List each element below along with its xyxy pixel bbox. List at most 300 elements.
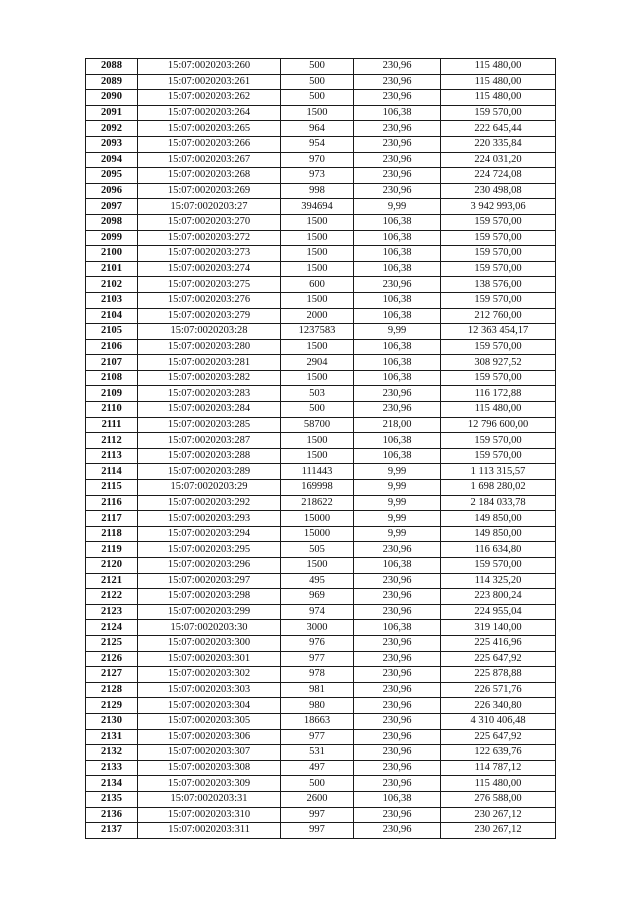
row-number-cell: 2112 (86, 433, 138, 449)
table-row (86, 589, 556, 605)
row-number-cell: 2128 (86, 682, 138, 698)
area-cell: 1237583 (281, 324, 354, 340)
cadastral-number-cell: 15:07:0020203:289 (138, 464, 281, 480)
area-cell: 500 (281, 90, 354, 106)
cadastral-number-cell: 15:07:0020203:283 (138, 386, 281, 402)
row-number-cell: 2134 (86, 776, 138, 792)
specific-value-cell: 106,38 (354, 620, 441, 636)
cadastral-number-cell: 15:07:0020203:295 (138, 542, 281, 558)
cadastral-number-cell: 15:07:0020203:310 (138, 807, 281, 823)
area-cell: 500 (281, 402, 354, 418)
specific-value-cell: 230,96 (354, 651, 441, 667)
cadastral-value-cell: 114 787,12 (441, 760, 556, 776)
cadastral-number-cell: 15:07:0020203:300 (138, 635, 281, 651)
cadastral-value-cell: 225 647,92 (441, 729, 556, 745)
cadastral-number-cell: 15:07:0020203:30 (138, 620, 281, 636)
cadastral-value-cell: 159 570,00 (441, 433, 556, 449)
cadastral-number-cell: 15:07:0020203:269 (138, 183, 281, 199)
row-number-cell: 2114 (86, 464, 138, 480)
specific-value-cell: 106,38 (354, 214, 441, 230)
cadastral-number-cell: 15:07:0020203:309 (138, 776, 281, 792)
cadastral-value-cell: 276 588,00 (441, 791, 556, 807)
row-number-cell: 2119 (86, 542, 138, 558)
specific-value-cell: 230,96 (354, 386, 441, 402)
cadastral-value-cell: 3 942 993,06 (441, 199, 556, 215)
area-cell: 505 (281, 542, 354, 558)
table-row (86, 183, 556, 199)
cadastral-value-cell: 138 576,00 (441, 277, 556, 293)
area-cell: 981 (281, 682, 354, 698)
area-cell: 18663 (281, 713, 354, 729)
area-cell: 58700 (281, 417, 354, 433)
row-number-cell: 2091 (86, 105, 138, 121)
cadastral-value-cell: 12 363 454,17 (441, 324, 556, 340)
cadastral-number-cell: 15:07:0020203:297 (138, 573, 281, 589)
area-cell: 976 (281, 635, 354, 651)
cadastral-value-cell: 225 416,96 (441, 635, 556, 651)
specific-value-cell: 230,96 (354, 729, 441, 745)
row-number-cell: 2093 (86, 136, 138, 152)
row-number-cell: 2088 (86, 59, 138, 75)
row-number-cell: 2117 (86, 511, 138, 527)
cadastral-value-cell: 115 480,00 (441, 59, 556, 75)
specific-value-cell: 230,96 (354, 573, 441, 589)
table-row (86, 698, 556, 714)
cadastral-number-cell: 15:07:0020203:27 (138, 199, 281, 215)
table-row (86, 246, 556, 262)
table-row (86, 807, 556, 823)
cadastral-number-cell: 15:07:0020203:307 (138, 745, 281, 761)
table-row (86, 136, 556, 152)
cadastral-value-cell: 12 796 600,00 (441, 417, 556, 433)
specific-value-cell: 106,38 (354, 448, 441, 464)
area-cell: 998 (281, 183, 354, 199)
area-cell: 964 (281, 121, 354, 137)
specific-value-cell: 106,38 (354, 261, 441, 277)
table-row (86, 604, 556, 620)
specific-value-cell: 106,38 (354, 791, 441, 807)
specific-value-cell: 230,96 (354, 745, 441, 761)
table-row (86, 59, 556, 75)
area-cell: 500 (281, 59, 354, 75)
cadastral-number-cell: 15:07:0020203:301 (138, 651, 281, 667)
specific-value-cell: 106,38 (354, 339, 441, 355)
area-cell: 1500 (281, 433, 354, 449)
cadastral-number-cell: 15:07:0020203:282 (138, 370, 281, 386)
specific-value-cell: 218,00 (354, 417, 441, 433)
row-number-cell: 2122 (86, 589, 138, 605)
cadastral-value-cell: 226 571,76 (441, 682, 556, 698)
cadastral-value-cell: 2 184 033,78 (441, 495, 556, 511)
cadastral-number-cell: 15:07:0020203:266 (138, 136, 281, 152)
cadastral-number-cell: 15:07:0020203:299 (138, 604, 281, 620)
area-cell: 1500 (281, 448, 354, 464)
area-cell: 974 (281, 604, 354, 620)
row-number-cell: 2121 (86, 573, 138, 589)
cadastral-value-cell: 149 850,00 (441, 511, 556, 527)
cadastral-number-cell: 15:07:0020203:275 (138, 277, 281, 293)
specific-value-cell: 230,96 (354, 168, 441, 184)
row-number-cell: 2124 (86, 620, 138, 636)
table-row (86, 448, 556, 464)
area-cell: 980 (281, 698, 354, 714)
cadastral-value-cell: 1 113 315,57 (441, 464, 556, 480)
cadastral-number-cell: 15:07:0020203:276 (138, 292, 281, 308)
area-cell: 531 (281, 745, 354, 761)
table-body (86, 59, 556, 839)
row-number-cell: 2105 (86, 324, 138, 340)
area-cell: 503 (281, 386, 354, 402)
specific-value-cell: 230,96 (354, 604, 441, 620)
specific-value-cell: 9,99 (354, 480, 441, 496)
cadastral-value-cell: 230 267,12 (441, 807, 556, 823)
specific-value-cell: 9,99 (354, 324, 441, 340)
specific-value-cell: 106,38 (354, 355, 441, 371)
specific-value-cell: 106,38 (354, 230, 441, 246)
area-cell: 970 (281, 152, 354, 168)
table-row (86, 308, 556, 324)
cadastral-value-cell: 159 570,00 (441, 558, 556, 574)
table-row (86, 511, 556, 527)
specific-value-cell: 230,96 (354, 776, 441, 792)
row-number-cell: 2100 (86, 246, 138, 262)
cadastral-number-cell: 15:07:0020203:270 (138, 214, 281, 230)
cadastral-value-cell: 159 570,00 (441, 105, 556, 121)
cadastral-value-cell: 4 310 406,48 (441, 713, 556, 729)
cadastral-value-cell: 159 570,00 (441, 339, 556, 355)
row-number-cell: 2136 (86, 807, 138, 823)
cadastral-number-cell: 15:07:0020203:281 (138, 355, 281, 371)
row-number-cell: 2118 (86, 526, 138, 542)
area-cell: 954 (281, 136, 354, 152)
area-cell: 973 (281, 168, 354, 184)
cadastral-value-cell: 114 325,20 (441, 573, 556, 589)
cadastral-value-cell: 222 645,44 (441, 121, 556, 137)
table-row (86, 292, 556, 308)
cadastral-value-cell: 149 850,00 (441, 526, 556, 542)
row-number-cell: 2103 (86, 292, 138, 308)
table-row (86, 121, 556, 137)
row-number-cell: 2130 (86, 713, 138, 729)
specific-value-cell: 230,96 (354, 402, 441, 418)
cadastral-number-cell: 15:07:0020203:287 (138, 433, 281, 449)
area-cell: 500 (281, 776, 354, 792)
specific-value-cell: 230,96 (354, 807, 441, 823)
cadastral-number-cell: 15:07:0020203:298 (138, 589, 281, 605)
row-number-cell: 2111 (86, 417, 138, 433)
cadastral-value-cell: 159 570,00 (441, 214, 556, 230)
table-row (86, 480, 556, 496)
cadastral-value-cell: 159 570,00 (441, 448, 556, 464)
table-row (86, 417, 556, 433)
table-row (86, 433, 556, 449)
specific-value-cell: 9,99 (354, 199, 441, 215)
cadastral-number-cell: 15:07:0020203:274 (138, 261, 281, 277)
area-cell: 15000 (281, 511, 354, 527)
area-cell: 1500 (281, 339, 354, 355)
cadastral-value-cell: 115 480,00 (441, 776, 556, 792)
cadastral-number-cell: 15:07:0020203:285 (138, 417, 281, 433)
table-row (86, 199, 556, 215)
row-number-cell: 2132 (86, 745, 138, 761)
specific-value-cell: 230,96 (354, 90, 441, 106)
specific-value-cell: 230,96 (354, 682, 441, 698)
specific-value-cell: 230,96 (354, 713, 441, 729)
area-cell: 2600 (281, 791, 354, 807)
area-cell: 1500 (281, 246, 354, 262)
row-number-cell: 2099 (86, 230, 138, 246)
cadastral-value-cell: 230 498,08 (441, 183, 556, 199)
table-row (86, 713, 556, 729)
cadastral-number-cell: 15:07:0020203:280 (138, 339, 281, 355)
table-row (86, 776, 556, 792)
specific-value-cell: 230,96 (354, 760, 441, 776)
cadastral-value-cell: 115 480,00 (441, 90, 556, 106)
area-cell: 3000 (281, 620, 354, 636)
row-number-cell: 2092 (86, 121, 138, 137)
table-row (86, 214, 556, 230)
table-row (86, 386, 556, 402)
table-row (86, 74, 556, 90)
table-row (86, 558, 556, 574)
cadastral-value-cell: 115 480,00 (441, 402, 556, 418)
row-number-cell: 2126 (86, 651, 138, 667)
cadastral-number-cell: 15:07:0020203:294 (138, 526, 281, 542)
row-number-cell: 2106 (86, 339, 138, 355)
specific-value-cell: 230,96 (354, 136, 441, 152)
specific-value-cell: 106,38 (354, 433, 441, 449)
cadastral-number-cell: 15:07:0020203:304 (138, 698, 281, 714)
table-row (86, 760, 556, 776)
area-cell: 600 (281, 277, 354, 293)
specific-value-cell: 106,38 (354, 308, 441, 324)
specific-value-cell: 106,38 (354, 105, 441, 121)
cadastral-value-cell: 116 634,80 (441, 542, 556, 558)
cadastral-number-cell: 15:07:0020203:279 (138, 308, 281, 324)
specific-value-cell: 230,96 (354, 121, 441, 137)
table-row (86, 324, 556, 340)
area-cell: 495 (281, 573, 354, 589)
specific-value-cell: 106,38 (354, 292, 441, 308)
row-number-cell: 2109 (86, 386, 138, 402)
specific-value-cell: 9,99 (354, 511, 441, 527)
specific-value-cell: 9,99 (354, 495, 441, 511)
row-number-cell: 2120 (86, 558, 138, 574)
row-number-cell: 2101 (86, 261, 138, 277)
row-number-cell: 2129 (86, 698, 138, 714)
cadastral-value-cell: 212 760,00 (441, 308, 556, 324)
table-row (86, 651, 556, 667)
table-row (86, 370, 556, 386)
area-cell: 500 (281, 74, 354, 90)
cadastral-value-cell: 220 335,84 (441, 136, 556, 152)
row-number-cell: 2104 (86, 308, 138, 324)
specific-value-cell: 230,96 (354, 635, 441, 651)
cadastral-value-cell: 319 140,00 (441, 620, 556, 636)
cadastral-value-cell: 224 955,04 (441, 604, 556, 620)
cadastral-number-cell: 15:07:0020203:272 (138, 230, 281, 246)
row-number-cell: 2090 (86, 90, 138, 106)
table-row (86, 152, 556, 168)
cadastral-value-cell: 159 570,00 (441, 246, 556, 262)
specific-value-cell: 106,38 (354, 370, 441, 386)
cadastral-number-cell: 15:07:0020203:273 (138, 246, 281, 262)
area-cell: 1500 (281, 105, 354, 121)
row-number-cell: 2116 (86, 495, 138, 511)
specific-value-cell: 230,96 (354, 823, 441, 839)
row-number-cell: 2098 (86, 214, 138, 230)
specific-value-cell: 230,96 (354, 698, 441, 714)
specific-value-cell: 230,96 (354, 152, 441, 168)
row-number-cell: 2108 (86, 370, 138, 386)
row-number-cell: 2137 (86, 823, 138, 839)
table-row (86, 745, 556, 761)
cadastral-number-cell: 15:07:0020203:284 (138, 402, 281, 418)
area-cell: 1500 (281, 230, 354, 246)
area-cell: 1500 (281, 214, 354, 230)
cadastral-value-cell: 115 480,00 (441, 74, 556, 90)
cadastral-number-cell: 15:07:0020203:262 (138, 90, 281, 106)
table-row (86, 230, 556, 246)
specific-value-cell: 106,38 (354, 558, 441, 574)
row-number-cell: 2110 (86, 402, 138, 418)
cadastral-value-cell: 225 647,92 (441, 651, 556, 667)
cadastral-value-cell: 1 698 280,02 (441, 480, 556, 496)
area-cell: 969 (281, 589, 354, 605)
cadastral-value-cell: 159 570,00 (441, 261, 556, 277)
area-cell: 2904 (281, 355, 354, 371)
cadastral-value-cell: 225 878,88 (441, 667, 556, 683)
row-number-cell: 2127 (86, 667, 138, 683)
table-row (86, 261, 556, 277)
cadastral-value-cell: 230 267,12 (441, 823, 556, 839)
table-row (86, 635, 556, 651)
table-row (86, 355, 556, 371)
table-row (86, 667, 556, 683)
cadastral-number-cell: 15:07:0020203:261 (138, 74, 281, 90)
cadastral-number-cell: 15:07:0020203:296 (138, 558, 281, 574)
area-cell: 169998 (281, 480, 354, 496)
cadastral-number-cell: 15:07:0020203:292 (138, 495, 281, 511)
row-number-cell: 2089 (86, 74, 138, 90)
cadastral-value-cell: 224 724,08 (441, 168, 556, 184)
cadastral-number-cell: 15:07:0020203:265 (138, 121, 281, 137)
area-cell: 997 (281, 807, 354, 823)
cadastral-number-cell: 15:07:0020203:264 (138, 105, 281, 121)
cadastral-value-cell: 159 570,00 (441, 230, 556, 246)
area-cell: 978 (281, 667, 354, 683)
cadastral-number-cell: 15:07:0020203:293 (138, 511, 281, 527)
area-cell: 1500 (281, 292, 354, 308)
cadastral-number-cell: 15:07:0020203:305 (138, 713, 281, 729)
table-row (86, 620, 556, 636)
table-row (86, 105, 556, 121)
row-number-cell: 2102 (86, 277, 138, 293)
specific-value-cell: 9,99 (354, 526, 441, 542)
area-cell: 977 (281, 729, 354, 745)
table-row (86, 339, 556, 355)
specific-value-cell: 230,96 (354, 277, 441, 293)
table-row (86, 277, 556, 293)
table-row (86, 823, 556, 839)
cadastral-number-cell: 15:07:0020203:31 (138, 791, 281, 807)
specific-value-cell: 230,96 (354, 74, 441, 90)
cadastral-number-cell: 15:07:0020203:268 (138, 168, 281, 184)
cadastral-value-cell: 159 570,00 (441, 292, 556, 308)
specific-value-cell: 9,99 (354, 464, 441, 480)
row-number-cell: 2135 (86, 791, 138, 807)
specific-value-cell: 230,96 (354, 542, 441, 558)
table-row (86, 168, 556, 184)
cadastral-number-cell: 15:07:0020203:311 (138, 823, 281, 839)
table-row (86, 682, 556, 698)
table-row (86, 464, 556, 480)
area-cell: 2000 (281, 308, 354, 324)
area-cell: 1500 (281, 370, 354, 386)
specific-value-cell: 230,96 (354, 667, 441, 683)
area-cell: 111443 (281, 464, 354, 480)
row-number-cell: 2133 (86, 760, 138, 776)
table-row (86, 402, 556, 418)
row-number-cell: 2131 (86, 729, 138, 745)
cadastral-value-cell: 226 340,80 (441, 698, 556, 714)
specific-value-cell: 106,38 (354, 246, 441, 262)
area-cell: 218622 (281, 495, 354, 511)
cadastral-number-cell: 15:07:0020203:267 (138, 152, 281, 168)
cadastral-number-cell: 15:07:0020203:288 (138, 448, 281, 464)
table-row (86, 526, 556, 542)
row-number-cell: 2095 (86, 168, 138, 184)
row-number-cell: 2094 (86, 152, 138, 168)
cadastral-number-cell: 15:07:0020203:302 (138, 667, 281, 683)
cadastral-value-cell: 223 800,24 (441, 589, 556, 605)
specific-value-cell: 230,96 (354, 59, 441, 75)
row-number-cell: 2125 (86, 635, 138, 651)
area-cell: 1500 (281, 261, 354, 277)
cadastral-value-cell: 159 570,00 (441, 370, 556, 386)
specific-value-cell: 230,96 (354, 183, 441, 199)
area-cell: 497 (281, 760, 354, 776)
cadastral-value-cell: 116 172,88 (441, 386, 556, 402)
cadastral-number-cell: 15:07:0020203:28 (138, 324, 281, 340)
row-number-cell: 2115 (86, 480, 138, 496)
cadastral-value-table (85, 58, 556, 839)
area-cell: 997 (281, 823, 354, 839)
table-row (86, 542, 556, 558)
area-cell: 15000 (281, 526, 354, 542)
area-cell: 1500 (281, 558, 354, 574)
table-row (86, 729, 556, 745)
cadastral-number-cell: 15:07:0020203:308 (138, 760, 281, 776)
row-number-cell: 2096 (86, 183, 138, 199)
cadastral-number-cell: 15:07:0020203:29 (138, 480, 281, 496)
cadastral-value-cell: 224 031,20 (441, 152, 556, 168)
row-number-cell: 2123 (86, 604, 138, 620)
table-row (86, 495, 556, 511)
row-number-cell: 2107 (86, 355, 138, 371)
cadastral-value-cell: 122 639,76 (441, 745, 556, 761)
table-row (86, 90, 556, 106)
row-number-cell: 2097 (86, 199, 138, 215)
cadastral-number-cell: 15:07:0020203:306 (138, 729, 281, 745)
row-number-cell: 2113 (86, 448, 138, 464)
table-row (86, 573, 556, 589)
cadastral-value-cell: 308 927,52 (441, 355, 556, 371)
cadastral-number-cell: 15:07:0020203:303 (138, 682, 281, 698)
area-cell: 394694 (281, 199, 354, 215)
table-row (86, 791, 556, 807)
area-cell: 977 (281, 651, 354, 667)
